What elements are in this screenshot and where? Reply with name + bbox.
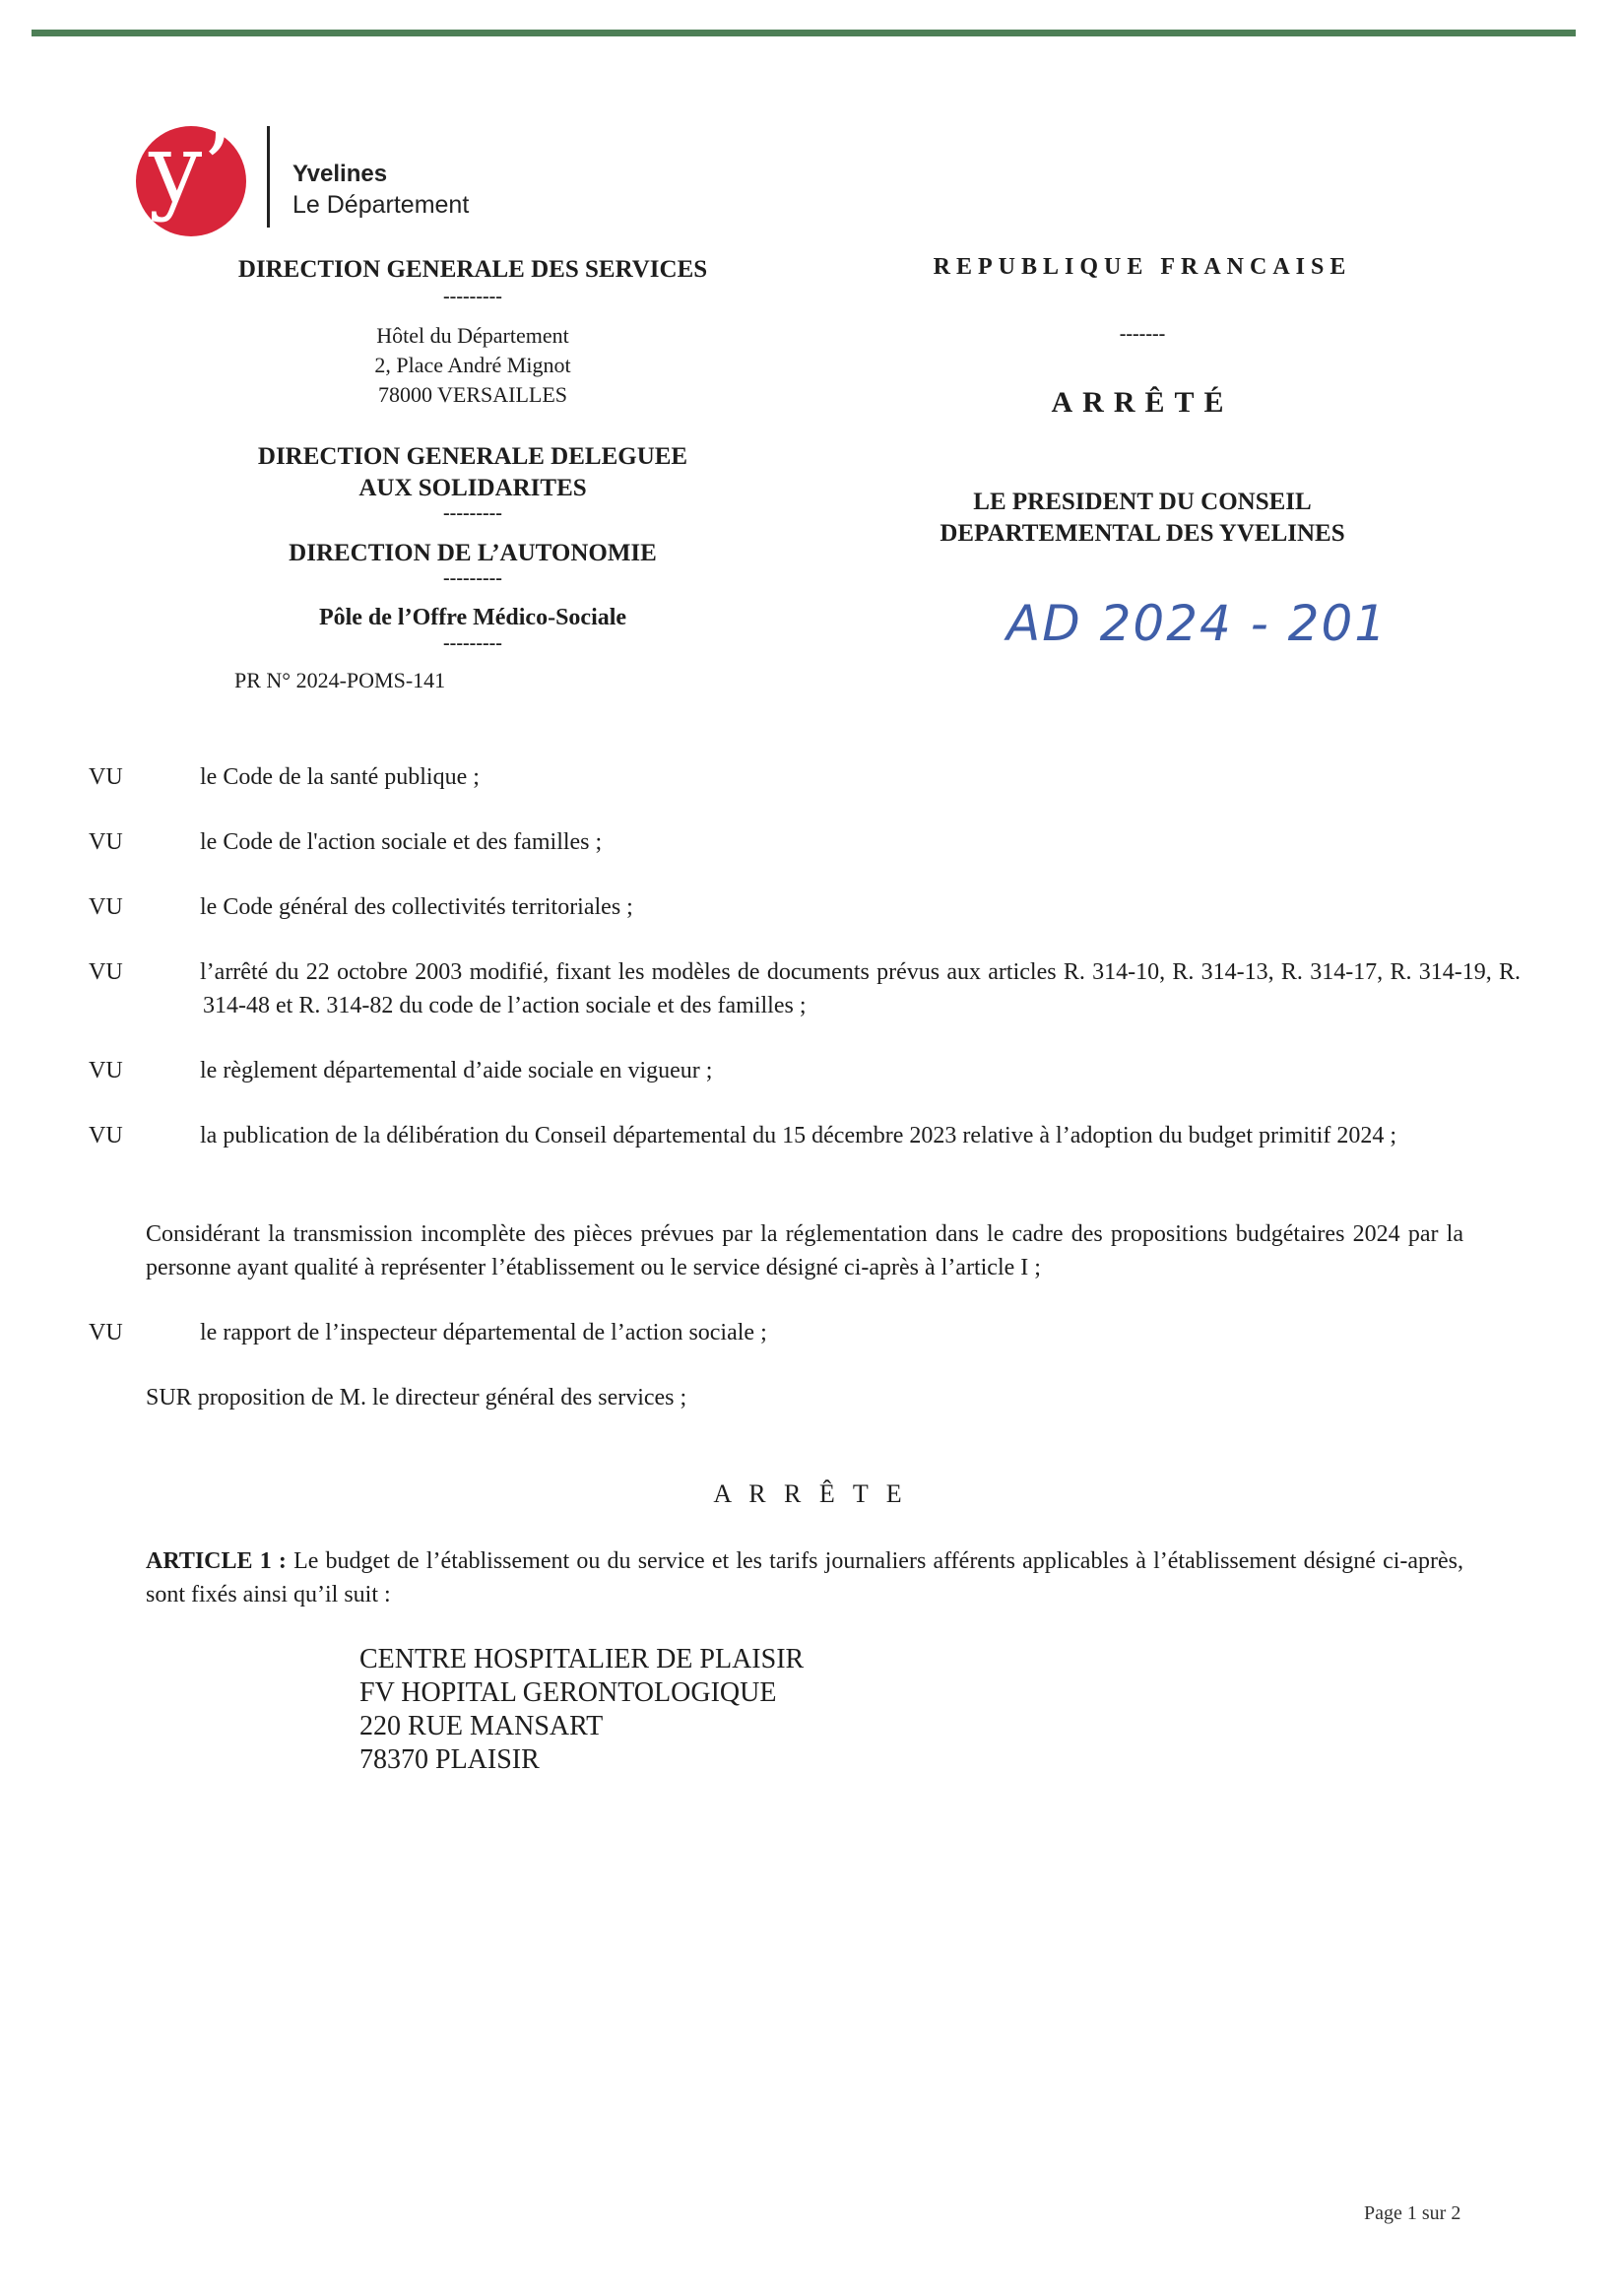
page-number: Page 1 sur 2: [1364, 2202, 1461, 2224]
logo-divider: [267, 126, 270, 228]
president-heading-line-2: DEPARTEMENTAL DES YVELINES: [940, 520, 1345, 547]
visa-text: le Code de l'action sociale et des familles ;: [200, 829, 603, 855]
visa-text: le rapport de l’inspecteur départemental de l’action sociale ;: [200, 1320, 767, 1345]
visa-item: [89, 1119, 1521, 1152]
establishment-street: 220 RUE MANSART: [359, 1711, 604, 1741]
separator: ---------: [443, 502, 502, 524]
autonomie-heading: DIRECTION DE L’AUTONOMIE: [289, 540, 657, 566]
visa-item: [89, 760, 1521, 794]
top-border-bar: [32, 30, 1576, 36]
dgd-heading-line-1: DIRECTION GENERALE DELEGUEE: [257, 443, 688, 470]
visa-item: [89, 825, 1521, 859]
pole-heading: Pôle de l’Offre Médico-Sociale: [318, 605, 627, 630]
visa-prefix: VU: [89, 894, 123, 920]
visa-text: l’arrêté du 22 octobre 2003 modifié, fixant les modèles de documents prévus aux articles R. 314-10, R. 314-13, R. 314-17, R. 314-19, R. 314-48 et R. 314-82 du code de l’action sociale et des familles ;: [200, 959, 1521, 1018]
sur-proposition: SUR proposition de M. le directeur général des services ;: [146, 1385, 687, 1410]
visa-item: [89, 1054, 1521, 1087]
logo-letter: y’: [149, 113, 232, 224]
separator: ---------: [443, 632, 502, 654]
visa-text: le Code de la santé publique ;: [200, 764, 480, 790]
separator: -------: [1119, 323, 1166, 345]
dgd-heading-line-2: AUX SOLIDARITES: [358, 475, 587, 501]
separator: ---------: [443, 567, 502, 589]
handwritten-reference: AD 2024 - 201: [1006, 595, 1389, 652]
reference-number: PR N° 2024-POMS-141: [234, 668, 446, 692]
visa-prefix: VU: [89, 959, 123, 985]
visa-item: [89, 890, 1521, 924]
visa-prefix: VU: [89, 1320, 123, 1345]
establishment-city: 78370 PLAISIR: [359, 1744, 540, 1775]
arrete-heading: ARRÊTÉ: [1051, 386, 1234, 419]
arrete-title: A R R Ê T E: [713, 1479, 908, 1508]
president-heading-line-1: LE PRESIDENT DU CONSEIL: [973, 489, 1312, 515]
article-label: ARTICLE 1 :: [146, 1548, 287, 1574]
address-line-1: Hôtel du Département: [376, 323, 569, 348]
visa-text: la publication de la délibération du Conseil départemental du 15 décembre 2023 relative à l’adoption du budget primitif 2024 ;: [200, 1123, 1396, 1148]
visa-item: [89, 955, 1521, 1022]
separator: ---------: [443, 286, 502, 307]
visa-text: le règlement départemental d’aide sociale en vigueur ;: [200, 1058, 713, 1083]
establishment-facility: FV HOPITAL GERONTOLOGIQUE: [359, 1677, 777, 1708]
visa-prefix: VU: [89, 1058, 123, 1083]
republique-heading: REPUBLIQUE FRANCAISE: [933, 254, 1352, 280]
visa-text: le Code général des collectivités territoriales ;: [200, 894, 633, 920]
visa-prefix: VU: [89, 1123, 123, 1148]
article-1: [146, 1544, 1463, 1611]
considerant-paragraph: Considérant la transmission incomplète des pièces prévues par la réglementation dans le cadre des propositions budgétaires 2024 par la personne ayant qualité à représenter l’établissement ou le service désigné ci-après à l’article I ;: [146, 1221, 1463, 1280]
address-line-3: 78000 VERSAILLES: [377, 382, 568, 407]
visa-item: [89, 1316, 1521, 1349]
visa-prefix: VU: [89, 764, 123, 790]
logo-name: Yvelines: [292, 161, 388, 187]
address-line-2: 2, Place André Mignot: [374, 353, 571, 377]
article-text: Le budget de l’établissement ou du service et les tarifs journaliers afférents applicables à l’établissement désigné ci-après, sont fixés ainsi qu’il suit :: [146, 1548, 1464, 1607]
dgs-heading: DIRECTION GENERALE DES SERVICES: [237, 256, 708, 283]
logo-subtitle: Le Département: [292, 191, 470, 219]
visa-prefix: VU: [89, 829, 123, 855]
establishment-name: CENTRE HOSPITALIER DE PLAISIR: [359, 1644, 805, 1674]
